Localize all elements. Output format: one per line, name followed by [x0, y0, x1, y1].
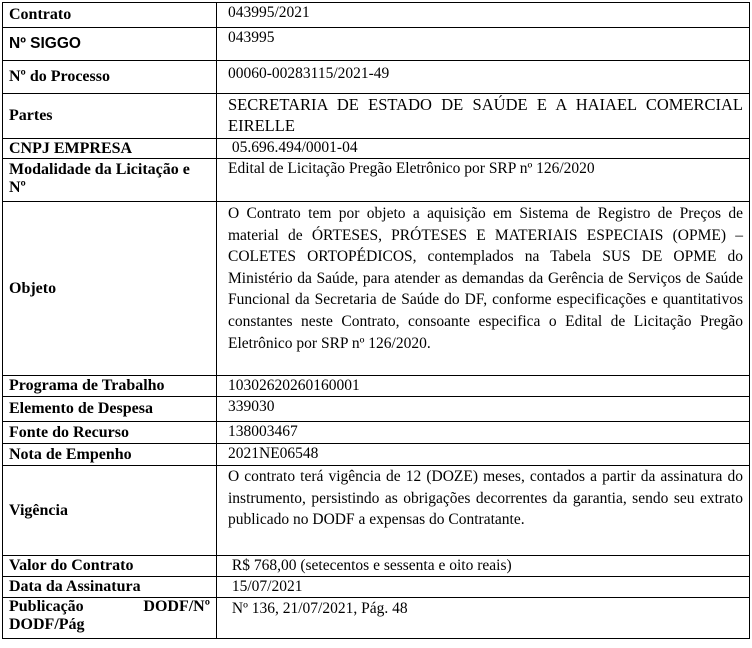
- contract-summary-table: [2, 2, 750, 639]
- table-row: [3, 159, 750, 202]
- label-publicacao: [3, 598, 217, 639]
- label-data-assinatura: Data da Assinatura: [3, 577, 217, 598]
- value-modalidade: Edital de Licitação Pregão Eletrônico por SRP nº 126/2020: [217, 159, 750, 202]
- value-fonte: 138003467: [217, 422, 750, 444]
- value-programa: 10302620260160001: [217, 376, 750, 397]
- table-row: [3, 444, 750, 466]
- label-processo: Nº do Processo: [3, 61, 217, 94]
- value-elemento: 339030: [217, 397, 750, 422]
- label-fonte: Fonte do Recurso: [3, 422, 217, 444]
- label-empenho: Nota de Empenho: [3, 444, 217, 466]
- value-partes: SECRETARIA DE ESTADO DE SAÚDE E A HAIAEL COMERCIAL EIRELLE: [217, 94, 750, 139]
- table-row: [3, 28, 750, 61]
- label-elemento: Elemento de Despesa: [3, 397, 217, 422]
- table-row: [3, 3, 750, 28]
- label-publicacao-part3: DODF/Pág: [9, 616, 85, 633]
- value-data-assinatura: 15/07/2021: [217, 577, 750, 598]
- label-siggo: Nº SIGGO: [3, 28, 217, 61]
- table-row: [3, 598, 750, 639]
- value-vigencia: O contrato terá vigência de 12 (DOZE) meses, contados a partir da assinatura do instrumento, persistindo as obrigações decorrentes da garantia, sendo seu extrato publicado no DODF a expensas do Contratante.: [217, 466, 750, 556]
- label-vigencia: Vigência: [3, 466, 217, 556]
- value-objeto: O Contrato tem por objeto a aquisição em Sistema de Registro de Preços de material de ÓRTESES, PRÓTESES E MATERIAIS ESPECIAIS (OPME) – COLETES ORTOPÉDICOS, contemplados na Tabela SUS DE OPME do Ministério da Saúde, para atender as demandas da Gerência de Serviços de Saúde Funcional da Secretaria de Saúde do DF, conforme especificações e quantitativos constantes neste Contrato, consoante especifica o Edital de Licitação Pregão Eletrônico por SRP nº 126/2020.: [217, 202, 750, 376]
- value-contrato: 043995/2021: [217, 3, 750, 28]
- table-row: [3, 577, 750, 598]
- table-row: [3, 422, 750, 444]
- label-publicacao-part2: DODF/Nº: [143, 598, 210, 615]
- label-valor: Valor do Contrato: [3, 556, 217, 577]
- value-cnpj: 05.696.494/0001-04: [217, 139, 750, 159]
- table-row: [3, 556, 750, 577]
- table-row: [3, 61, 750, 94]
- label-programa: Programa de Trabalho: [3, 376, 217, 397]
- label-contrato: Contrato: [3, 3, 217, 28]
- table-row: [3, 397, 750, 422]
- label-cnpj: CNPJ EMPRESA: [3, 139, 217, 159]
- table-row: [3, 94, 750, 139]
- label-modalidade: Modalidade da Licitação e Nº: [3, 159, 217, 202]
- label-publicacao-line1: [9, 598, 210, 616]
- value-empenho: 2021NE06548: [217, 444, 750, 466]
- value-siggo: 043995: [217, 28, 750, 61]
- label-partes: Partes: [3, 94, 217, 139]
- label-publicacao-part1: Publicação: [9, 598, 84, 615]
- table-row: [3, 466, 750, 556]
- label-objeto: Objeto: [3, 202, 217, 376]
- value-valor: R$ 768,00 (setecentos e sessenta e oito reais): [217, 556, 750, 577]
- table-row: [3, 202, 750, 376]
- value-processo: 00060-00283115/2021-49: [217, 61, 750, 94]
- value-publicacao: Nº 136, 21/07/2021, Pág. 48: [217, 598, 750, 639]
- table-row: [3, 139, 750, 159]
- table-row: [3, 376, 750, 397]
